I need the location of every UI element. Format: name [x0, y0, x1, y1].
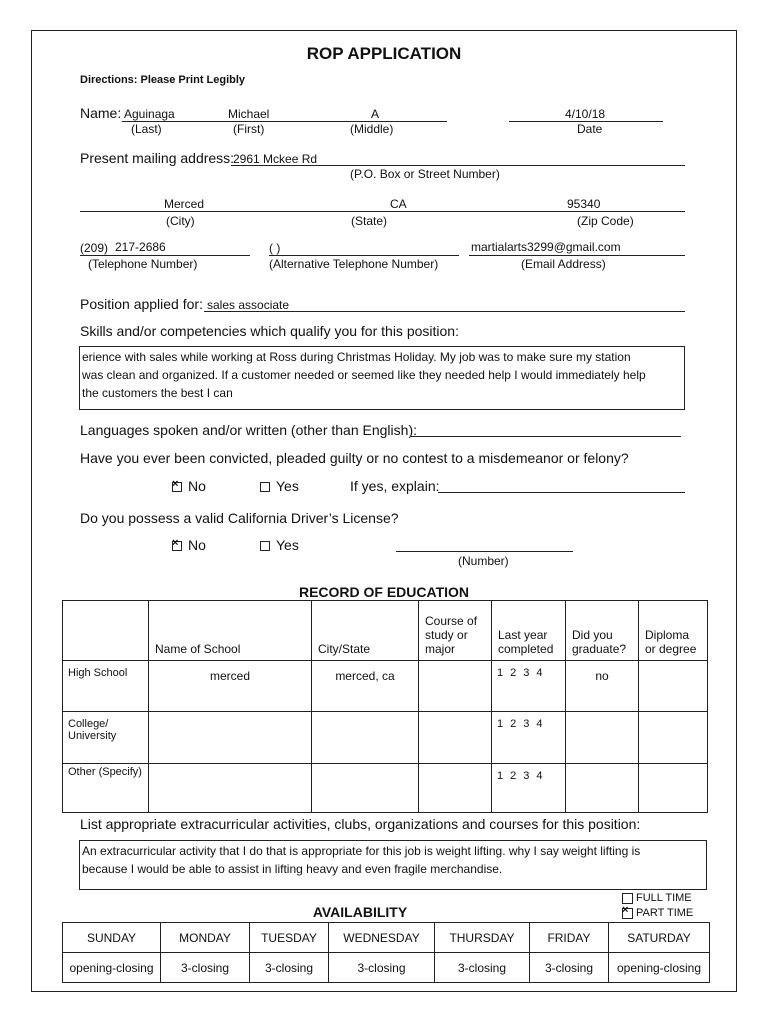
convicted-yes-option[interactable]: [260, 478, 299, 494]
grade-4[interactable]: 4: [536, 667, 543, 679]
extracurricular-textbox[interactable]: [79, 840, 707, 890]
email-value[interactable]: martialarts3299@gmail.com: [471, 240, 621, 254]
skills-line-1: erience with sales while working at Ross during Christmas Holiday. My job was to make sure my station: [82, 350, 631, 364]
skills-textbox[interactable]: [79, 346, 685, 410]
position-value[interactable]: sales associate: [207, 298, 290, 312]
cap-state: (State): [351, 214, 388, 228]
license-yes-label: Yes: [276, 537, 299, 553]
diploma-cell[interactable]: [639, 764, 708, 813]
explain-label: If yes, explain:: [350, 478, 440, 494]
hours-row: [63, 953, 710, 983]
day-monday: MONDAY: [161, 923, 250, 953]
hours-thursday[interactable]: 3-closing: [435, 953, 530, 983]
middle-name-value[interactable]: A: [371, 107, 380, 121]
name-underline: [122, 121, 447, 122]
hours-sunday[interactable]: opening-closing: [63, 953, 161, 983]
school-cell[interactable]: merced: [149, 661, 312, 712]
checkbox-empty-icon[interactable]: [260, 482, 270, 492]
cap-first: (First): [233, 122, 265, 136]
table-row: [63, 764, 708, 813]
skills-line-2: was clean and organized. If a customer needed or seemed like they needed help I would immediately help: [82, 368, 646, 382]
first-name-value[interactable]: Michael: [228, 107, 270, 121]
education-heading: RECORD OF EDUCATION: [298, 584, 470, 600]
city-value[interactable]: Merced: [164, 197, 205, 211]
row-type: Other (Specify): [63, 764, 149, 813]
city-cell[interactable]: [312, 764, 419, 813]
grade-3[interactable]: 3: [523, 718, 530, 730]
cap-license-number: (Number): [458, 554, 509, 568]
address-label: Present mailing address:: [80, 150, 235, 166]
city-cell[interactable]: [312, 712, 419, 764]
license-question: Do you possess a valid California Driver’s License?: [80, 510, 399, 526]
school-cell[interactable]: [149, 764, 312, 813]
hours-tuesday[interactable]: 3-closing: [250, 953, 329, 983]
convicted-no-option[interactable]: [172, 478, 206, 494]
row-type: College/ University: [63, 712, 149, 764]
grade-4[interactable]: 4: [536, 770, 543, 782]
convicted-question: Have you ever been convicted, pleaded guilty or no contest to a misdemeanor or felony?: [80, 450, 629, 466]
education-table: [62, 600, 708, 813]
checkbox-checked-icon[interactable]: [172, 541, 182, 551]
grade-1[interactable]: 1: [497, 667, 504, 679]
full-time-label: FULL TIME: [636, 892, 692, 904]
zip-value[interactable]: 95340: [567, 197, 601, 211]
name-label: Name:: [80, 105, 122, 121]
header-diploma: Diploma or degree: [639, 601, 708, 661]
hours-saturday[interactable]: opening-closing: [609, 953, 710, 983]
cap-last: (Last): [131, 122, 162, 136]
extracurricular-line-1: An extracurricular activity that I do that is appropriate for this job is weight lifting. why I say weight lifting is: [82, 844, 641, 858]
street-underline: [231, 165, 685, 166]
extracurricular-line-2: because I would be able to assist in lifting heavy and even fragile merchandise.: [82, 862, 503, 876]
grade-2[interactable]: 2: [510, 667, 517, 679]
last-name-value[interactable]: Aguinaga: [124, 107, 175, 121]
course-cell[interactable]: [419, 712, 492, 764]
grade-3[interactable]: 3: [523, 770, 530, 782]
checkbox-checked-icon[interactable]: [172, 482, 182, 492]
availability-heading: AVAILABILITY: [312, 904, 408, 920]
part-time-label: PART TIME: [636, 907, 694, 919]
position-underline: [204, 311, 685, 312]
diploma-cell[interactable]: [639, 712, 708, 764]
full-time-option[interactable]: [622, 892, 692, 904]
cap-street: (P.O. Box or Street Number): [350, 167, 500, 181]
phone-value[interactable]: 217-2686: [115, 240, 166, 254]
grade-2[interactable]: 2: [510, 718, 517, 730]
phone-underline: [80, 255, 250, 256]
license-no-option[interactable]: [172, 537, 206, 553]
days-row: [63, 923, 710, 953]
city-cell[interactable]: merced, ca: [312, 661, 419, 712]
grade-3[interactable]: 3: [523, 667, 530, 679]
position-label: Position applied for:: [80, 296, 203, 312]
email-underline: [469, 255, 685, 256]
grade-2[interactable]: 2: [510, 770, 517, 782]
day-wednesday: WEDNESDAY: [329, 923, 435, 953]
course-cell[interactable]: [419, 661, 492, 712]
table-row: [63, 661, 708, 712]
day-tuesday: TUESDAY: [250, 923, 329, 953]
state-value[interactable]: CA: [390, 197, 407, 211]
grade-selector[interactable]: [492, 764, 566, 813]
education-header-row: [63, 601, 708, 661]
skills-line-3: the customers the best I can: [82, 386, 233, 400]
header-last-year: Last year completed: [492, 601, 566, 661]
convicted-yes-label: Yes: [276, 478, 299, 494]
grade-selector[interactable]: [492, 661, 566, 712]
cap-date: Date: [577, 122, 603, 136]
license-no-label: No: [188, 537, 206, 553]
alt-phone-underline: [269, 255, 459, 256]
part-time-option[interactable]: [622, 907, 693, 919]
explain-underline: [438, 492, 685, 493]
day-thursday: THURSDAY: [435, 923, 530, 953]
street-value[interactable]: 2961 Mckee Rd: [233, 152, 318, 166]
cap-city: (City): [166, 214, 195, 228]
grade-1[interactable]: 1: [497, 718, 504, 730]
header-type: [63, 601, 149, 661]
table-row: [63, 712, 708, 764]
grade-selector[interactable]: [492, 712, 566, 764]
graduate-cell[interactable]: no: [566, 661, 639, 712]
day-sunday: SUNDAY: [63, 923, 161, 953]
header-course: Course of study or major: [419, 601, 492, 661]
form-title: ROP APPLICATION: [306, 44, 462, 63]
cap-phone: (Telephone Number): [88, 257, 198, 271]
license-yes-option[interactable]: [260, 537, 299, 553]
hours-monday[interactable]: 3-closing: [161, 953, 250, 983]
cap-zip: (Zip Code): [577, 214, 634, 228]
cap-middle: (Middle): [350, 122, 394, 136]
school-cell[interactable]: [149, 712, 312, 764]
extracurricular-label: List appropriate extracurricular activities, clubs, organizations and courses for this position:: [80, 816, 641, 832]
grade-1[interactable]: 1: [497, 770, 504, 782]
header-school: Name of School: [149, 601, 312, 661]
availability-table: [62, 922, 710, 983]
directions: Directions: Please Print Legibly: [80, 74, 246, 86]
course-cell[interactable]: [419, 764, 492, 813]
cap-email: (Email Address): [521, 257, 606, 271]
skills-label: Skills and/or competencies which qualify you for this position:: [80, 323, 459, 339]
cap-alt-phone: (Alternative Telephone Number): [269, 257, 439, 271]
graduate-cell[interactable]: [566, 764, 639, 813]
header-graduate: Did you graduate?: [566, 601, 639, 661]
graduate-cell[interactable]: [566, 712, 639, 764]
date-value[interactable]: 4/10/18: [565, 107, 606, 121]
license-number-underline: [396, 551, 573, 552]
convicted-no-label: No: [188, 478, 206, 494]
languages-label: Languages spoken and/or written (other than English):: [80, 422, 417, 438]
checkbox-checked-icon[interactable]: [622, 908, 633, 919]
header-city-state: City/State: [312, 601, 419, 661]
checkbox-empty-icon[interactable]: [622, 893, 633, 904]
diploma-cell[interactable]: [639, 661, 708, 712]
checkbox-empty-icon[interactable]: [260, 541, 270, 551]
city-state-zip-underline: [80, 211, 685, 212]
hours-wednesday[interactable]: 3-closing: [329, 953, 435, 983]
hours-friday[interactable]: 3-closing: [530, 953, 609, 983]
phone-area-code[interactable]: (209): [80, 241, 109, 255]
languages-underline: [411, 436, 681, 437]
row-type: High School: [63, 661, 149, 712]
grade-4[interactable]: 4: [536, 718, 543, 730]
day-saturday: SATURDAY: [609, 923, 710, 953]
day-friday: FRIDAY: [530, 923, 609, 953]
alt-phone-value[interactable]: ( ): [269, 241, 281, 255]
